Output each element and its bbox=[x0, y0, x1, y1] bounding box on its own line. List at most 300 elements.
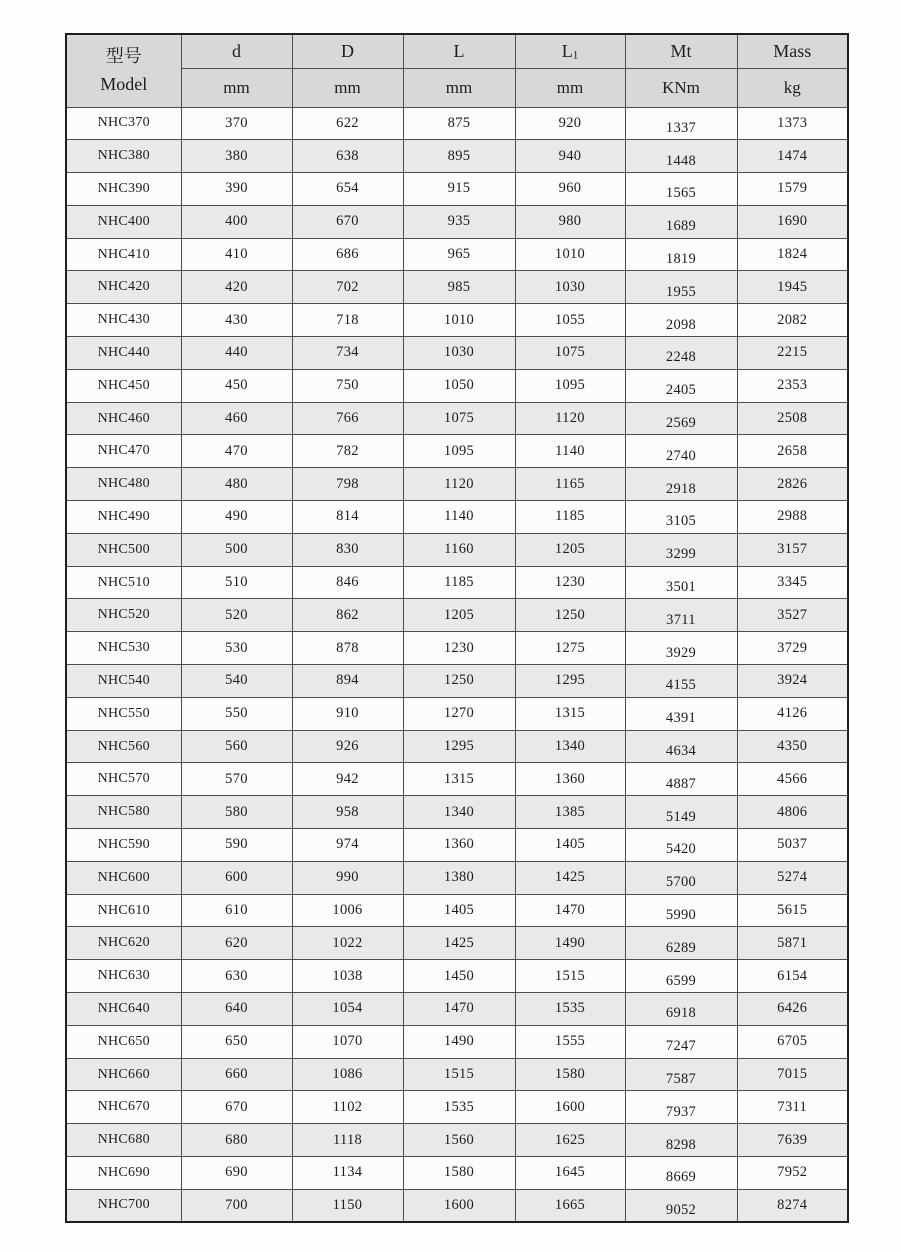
d-cap-cell: 750 bbox=[292, 369, 403, 402]
l-cell: 1380 bbox=[403, 861, 515, 894]
d-cell: 460 bbox=[181, 402, 292, 435]
d-cap-cell: 894 bbox=[292, 665, 403, 698]
l1-cell: 1165 bbox=[515, 468, 625, 501]
mass-cell: 3924 bbox=[737, 665, 848, 698]
mt-cell bbox=[625, 107, 737, 140]
table-row bbox=[66, 993, 848, 1026]
d-cell: 590 bbox=[181, 829, 292, 862]
mt-value: 2569 bbox=[665, 415, 697, 432]
mt-cell bbox=[625, 1124, 737, 1157]
d-cell: 680 bbox=[181, 1124, 292, 1157]
column-header-l: L bbox=[403, 34, 515, 68]
model-cell: NHC430 bbox=[66, 304, 181, 337]
mt-cell bbox=[625, 468, 737, 501]
l1-cell: 1205 bbox=[515, 533, 625, 566]
d-cap-cell: 622 bbox=[292, 107, 403, 140]
model-cell: NHC530 bbox=[66, 632, 181, 665]
d-cap-cell: 654 bbox=[292, 173, 403, 206]
table-row bbox=[66, 1025, 848, 1058]
l1-cell: 1385 bbox=[515, 796, 625, 829]
d-cell: 500 bbox=[181, 533, 292, 566]
mt-cell bbox=[625, 599, 737, 632]
table-row bbox=[66, 796, 848, 829]
l1-cell: 920 bbox=[515, 107, 625, 140]
table-row bbox=[66, 730, 848, 763]
mass-cell: 5615 bbox=[737, 894, 848, 927]
table-row bbox=[66, 1157, 848, 1190]
d-cap-cell: 1134 bbox=[292, 1157, 403, 1190]
mass-cell: 6154 bbox=[737, 960, 848, 993]
l-cell: 1270 bbox=[403, 697, 515, 730]
d-cell: 530 bbox=[181, 632, 292, 665]
model-cell: NHC400 bbox=[66, 205, 181, 238]
d-cap-cell: 782 bbox=[292, 435, 403, 468]
table-row bbox=[66, 632, 848, 665]
l1-cell: 1230 bbox=[515, 566, 625, 599]
d-cell: 700 bbox=[181, 1189, 292, 1222]
d-cell: 630 bbox=[181, 960, 292, 993]
mt-cell bbox=[625, 173, 737, 206]
model-cell: NHC660 bbox=[66, 1058, 181, 1091]
mt-value: 2248 bbox=[665, 349, 697, 366]
l-cell: 1450 bbox=[403, 960, 515, 993]
mass-cell: 2215 bbox=[737, 337, 848, 370]
mass-cell: 1690 bbox=[737, 205, 848, 238]
table-row bbox=[66, 205, 848, 238]
l1-cell: 960 bbox=[515, 173, 625, 206]
mass-cell: 3345 bbox=[737, 566, 848, 599]
mt-value: 3299 bbox=[665, 546, 697, 563]
l-cell: 1470 bbox=[403, 993, 515, 1026]
mt-value: 6599 bbox=[665, 972, 697, 989]
l-cell: 935 bbox=[403, 205, 515, 238]
table-row bbox=[66, 894, 848, 927]
l1-cell: 1405 bbox=[515, 829, 625, 862]
model-cell: NHC470 bbox=[66, 435, 181, 468]
mt-value: 1337 bbox=[665, 119, 697, 136]
d-cell: 540 bbox=[181, 665, 292, 698]
d-cap-cell: 1102 bbox=[292, 1091, 403, 1124]
l-cell: 1405 bbox=[403, 894, 515, 927]
mt-value: 5990 bbox=[665, 907, 697, 924]
d-cap-cell: 846 bbox=[292, 566, 403, 599]
mt-cell bbox=[625, 238, 737, 271]
mt-value: 5420 bbox=[665, 841, 697, 858]
l1-cell: 1075 bbox=[515, 337, 625, 370]
model-cell: NHC420 bbox=[66, 271, 181, 304]
table-header bbox=[66, 34, 848, 107]
unit-header-d: mm bbox=[181, 68, 292, 107]
d-cap-cell: 1086 bbox=[292, 1058, 403, 1091]
model-cell: NHC700 bbox=[66, 1189, 181, 1222]
d-cap-cell: 958 bbox=[292, 796, 403, 829]
d-cap-cell: 1118 bbox=[292, 1124, 403, 1157]
d-cell: 600 bbox=[181, 861, 292, 894]
table-row bbox=[66, 304, 848, 337]
d-cell: 470 bbox=[181, 435, 292, 468]
l1-cell: 1645 bbox=[515, 1157, 625, 1190]
mt-value: 4887 bbox=[665, 775, 697, 792]
mt-value: 1689 bbox=[665, 218, 697, 235]
model-cell: NHC370 bbox=[66, 107, 181, 140]
mt-cell bbox=[625, 1058, 737, 1091]
spec-table bbox=[65, 33, 849, 1223]
l1-cell: 1275 bbox=[515, 632, 625, 665]
mt-value: 7587 bbox=[665, 1071, 697, 1087]
d-cell: 430 bbox=[181, 304, 292, 337]
d-cell: 690 bbox=[181, 1157, 292, 1190]
mt-value: 2405 bbox=[665, 382, 697, 399]
mt-cell bbox=[625, 435, 737, 468]
l1-cell: 1580 bbox=[515, 1058, 625, 1091]
unit-header-l1: mm bbox=[515, 68, 625, 107]
mass-cell: 2353 bbox=[737, 369, 848, 402]
d-cap-cell: 1070 bbox=[292, 1025, 403, 1058]
mt-value: 7247 bbox=[665, 1038, 697, 1055]
mass-cell: 1373 bbox=[737, 107, 848, 140]
unit-header-l: mm bbox=[403, 68, 515, 107]
table-row bbox=[66, 402, 848, 435]
model-cell: NHC650 bbox=[66, 1025, 181, 1058]
header-unit-row bbox=[66, 68, 848, 107]
column-header-d: d bbox=[181, 34, 292, 68]
header-name-row bbox=[66, 34, 848, 68]
mt-value: 5700 bbox=[665, 874, 697, 891]
mass-cell: 2658 bbox=[737, 435, 848, 468]
l1-cell: 940 bbox=[515, 140, 625, 173]
mt-value: 5149 bbox=[665, 808, 697, 825]
table-row bbox=[66, 960, 848, 993]
d-cell: 370 bbox=[181, 107, 292, 140]
d-cell: 510 bbox=[181, 566, 292, 599]
model-cell: NHC520 bbox=[66, 599, 181, 632]
mass-cell: 1945 bbox=[737, 271, 848, 304]
model-cell: NHC630 bbox=[66, 960, 181, 993]
d-cell: 380 bbox=[181, 140, 292, 173]
table-row bbox=[66, 337, 848, 370]
table-row bbox=[66, 1189, 848, 1222]
table-row bbox=[66, 829, 848, 862]
mt-cell bbox=[625, 861, 737, 894]
l-cell: 915 bbox=[403, 173, 515, 206]
model-cell: NHC600 bbox=[66, 861, 181, 894]
table-row bbox=[66, 1091, 848, 1124]
model-cell: NHC390 bbox=[66, 173, 181, 206]
mt-value: 4391 bbox=[665, 710, 697, 727]
l1-cell: 1250 bbox=[515, 599, 625, 632]
model-cell: NHC460 bbox=[66, 402, 181, 435]
d-cell: 440 bbox=[181, 337, 292, 370]
mt-value: 4155 bbox=[665, 677, 697, 694]
l1-cell: 1360 bbox=[515, 763, 625, 796]
mt-cell bbox=[625, 1189, 737, 1222]
unit-header-mass: kg bbox=[737, 68, 848, 107]
mt-cell bbox=[625, 763, 737, 796]
l-cell: 1075 bbox=[403, 402, 515, 435]
l1-cell: 1055 bbox=[515, 304, 625, 337]
l1-cell: 1600 bbox=[515, 1091, 625, 1124]
unit-header-d-cap: mm bbox=[292, 68, 403, 107]
mass-cell: 4566 bbox=[737, 763, 848, 796]
mt-value: 2098 bbox=[665, 316, 697, 333]
mass-cell: 4350 bbox=[737, 730, 848, 763]
model-cell: NHC480 bbox=[66, 468, 181, 501]
l1-cell: 1140 bbox=[515, 435, 625, 468]
mt-value: 9052 bbox=[665, 1201, 697, 1218]
table-row bbox=[66, 173, 848, 206]
d-cap-cell: 878 bbox=[292, 632, 403, 665]
d-cell: 410 bbox=[181, 238, 292, 271]
model-cell: NHC500 bbox=[66, 533, 181, 566]
table-row bbox=[66, 435, 848, 468]
l1-cell: 1470 bbox=[515, 894, 625, 927]
d-cap-cell: 686 bbox=[292, 238, 403, 271]
mt-value: 4634 bbox=[665, 743, 697, 760]
mt-value: 1819 bbox=[665, 251, 697, 268]
model-cell: NHC640 bbox=[66, 993, 181, 1026]
d-cell: 560 bbox=[181, 730, 292, 763]
l-cell: 1340 bbox=[403, 796, 515, 829]
d-cell: 640 bbox=[181, 993, 292, 1026]
l-cell: 1185 bbox=[403, 566, 515, 599]
mass-cell: 3157 bbox=[737, 533, 848, 566]
l-cell: 1295 bbox=[403, 730, 515, 763]
mass-cell: 7311 bbox=[737, 1091, 848, 1124]
l-cell: 1120 bbox=[403, 468, 515, 501]
table-row bbox=[66, 763, 848, 796]
d-cap-cell: 718 bbox=[292, 304, 403, 337]
d-cap-cell: 830 bbox=[292, 533, 403, 566]
mass-cell: 3527 bbox=[737, 599, 848, 632]
mass-cell: 5037 bbox=[737, 829, 848, 862]
l-cell: 965 bbox=[403, 238, 515, 271]
model-cell: NHC620 bbox=[66, 927, 181, 960]
d-cap-cell: 862 bbox=[292, 599, 403, 632]
l-cell: 1515 bbox=[403, 1058, 515, 1091]
d-cell: 490 bbox=[181, 501, 292, 534]
mass-cell: 6426 bbox=[737, 993, 848, 1026]
l1-cell: 1425 bbox=[515, 861, 625, 894]
l1-cell: 1625 bbox=[515, 1124, 625, 1157]
l-cell: 1315 bbox=[403, 763, 515, 796]
d-cap-cell: 766 bbox=[292, 402, 403, 435]
d-cell: 420 bbox=[181, 271, 292, 304]
model-header-en: Model bbox=[100, 73, 148, 94]
table-body bbox=[66, 107, 848, 1222]
mass-cell: 6705 bbox=[737, 1025, 848, 1058]
mt-cell bbox=[625, 140, 737, 173]
mt-cell bbox=[625, 1025, 737, 1058]
model-cell: NHC410 bbox=[66, 238, 181, 271]
l-cell: 1140 bbox=[403, 501, 515, 534]
model-cell: NHC560 bbox=[66, 730, 181, 763]
mass-cell: 7015 bbox=[737, 1058, 848, 1091]
d-cell: 580 bbox=[181, 796, 292, 829]
mt-cell bbox=[625, 829, 737, 862]
mt-value: 3929 bbox=[665, 644, 697, 661]
model-cell: NHC610 bbox=[66, 894, 181, 927]
l-cell: 1160 bbox=[403, 533, 515, 566]
mt-value: 6918 bbox=[665, 1005, 697, 1022]
table-row bbox=[66, 665, 848, 698]
mass-cell: 3729 bbox=[737, 632, 848, 665]
mt-cell bbox=[625, 402, 737, 435]
mt-cell bbox=[625, 665, 737, 698]
l1-cell: 1120 bbox=[515, 402, 625, 435]
l-cell: 875 bbox=[403, 107, 515, 140]
mt-cell bbox=[625, 1157, 737, 1190]
mt-value: 8669 bbox=[665, 1169, 697, 1186]
mt-cell bbox=[625, 566, 737, 599]
model-cell: NHC510 bbox=[66, 566, 181, 599]
l-cell: 1250 bbox=[403, 665, 515, 698]
mass-cell: 2082 bbox=[737, 304, 848, 337]
l-cell: 895 bbox=[403, 140, 515, 173]
d-cap-cell: 702 bbox=[292, 271, 403, 304]
mt-value: 6289 bbox=[665, 939, 697, 956]
l-cell: 1535 bbox=[403, 1091, 515, 1124]
column-header-mt: Mt bbox=[625, 34, 737, 68]
mt-cell bbox=[625, 533, 737, 566]
model-cell: NHC690 bbox=[66, 1157, 181, 1190]
model-cell: NHC380 bbox=[66, 140, 181, 173]
l1-cell: 1535 bbox=[515, 993, 625, 1026]
mass-cell: 4806 bbox=[737, 796, 848, 829]
l1-cell: 1295 bbox=[515, 665, 625, 698]
d-cap-cell: 910 bbox=[292, 697, 403, 730]
model-cell: NHC440 bbox=[66, 337, 181, 370]
d-cap-cell: 798 bbox=[292, 468, 403, 501]
model-header-zh: 型号 bbox=[105, 45, 142, 66]
mass-cell: 7639 bbox=[737, 1124, 848, 1157]
model-cell: NHC450 bbox=[66, 369, 181, 402]
mass-cell: 7952 bbox=[737, 1157, 848, 1190]
table-row bbox=[66, 927, 848, 960]
column-header-l1: L1 bbox=[515, 34, 625, 68]
table-row bbox=[66, 369, 848, 402]
table-row bbox=[66, 566, 848, 599]
l1-cell: 1665 bbox=[515, 1189, 625, 1222]
d-cell: 650 bbox=[181, 1025, 292, 1058]
table-row bbox=[66, 140, 848, 173]
d-cell: 450 bbox=[181, 369, 292, 402]
d-cell: 550 bbox=[181, 697, 292, 730]
mt-cell bbox=[625, 205, 737, 238]
model-cell: NHC540 bbox=[66, 665, 181, 698]
table-row bbox=[66, 1058, 848, 1091]
model-cell: NHC670 bbox=[66, 1091, 181, 1124]
mass-cell: 2508 bbox=[737, 402, 848, 435]
model-cell: NHC550 bbox=[66, 697, 181, 730]
table-row bbox=[66, 107, 848, 140]
l1-cell: 1030 bbox=[515, 271, 625, 304]
mt-value: 1565 bbox=[665, 185, 697, 202]
l-cell: 1580 bbox=[403, 1157, 515, 1190]
table-row bbox=[66, 1124, 848, 1157]
mt-cell bbox=[625, 632, 737, 665]
d-cap-cell: 670 bbox=[292, 205, 403, 238]
l1-cell: 1095 bbox=[515, 369, 625, 402]
mt-cell bbox=[625, 697, 737, 730]
l-cell: 1205 bbox=[403, 599, 515, 632]
l1-cell: 980 bbox=[515, 205, 625, 238]
mass-cell: 1579 bbox=[737, 173, 848, 206]
d-cell: 570 bbox=[181, 763, 292, 796]
d-cap-cell: 974 bbox=[292, 829, 403, 862]
d-cell: 480 bbox=[181, 468, 292, 501]
l-cell: 1230 bbox=[403, 632, 515, 665]
l1-cell: 1315 bbox=[515, 697, 625, 730]
l-cell: 1030 bbox=[403, 337, 515, 370]
d-cap-cell: 638 bbox=[292, 140, 403, 173]
table-row bbox=[66, 238, 848, 271]
l1-cell: 1010 bbox=[515, 238, 625, 271]
mt-cell bbox=[625, 960, 737, 993]
l1-cell: 1515 bbox=[515, 960, 625, 993]
mass-cell: 1824 bbox=[737, 238, 848, 271]
column-header-mass: Mass bbox=[737, 34, 848, 68]
mt-value: 2918 bbox=[665, 480, 697, 497]
mt-value: 3105 bbox=[665, 513, 697, 530]
mt-cell bbox=[625, 796, 737, 829]
model-cell: NHC680 bbox=[66, 1124, 181, 1157]
l-cell: 1600 bbox=[403, 1189, 515, 1222]
column-header-d-cap: D bbox=[292, 34, 403, 68]
d-cell: 400 bbox=[181, 205, 292, 238]
d-cap-cell: 734 bbox=[292, 337, 403, 370]
mass-cell: 4126 bbox=[737, 697, 848, 730]
mt-cell bbox=[625, 927, 737, 960]
mt-value: 3501 bbox=[665, 579, 697, 596]
d-cap-cell: 1022 bbox=[292, 927, 403, 960]
mt-cell bbox=[625, 730, 737, 763]
mass-cell: 1474 bbox=[737, 140, 848, 173]
l1-cell: 1340 bbox=[515, 730, 625, 763]
table-row bbox=[66, 697, 848, 730]
d-cap-cell: 942 bbox=[292, 763, 403, 796]
d-cell: 620 bbox=[181, 927, 292, 960]
l-cell: 1360 bbox=[403, 829, 515, 862]
column-header-model bbox=[66, 34, 181, 107]
mt-cell bbox=[625, 894, 737, 927]
d-cell: 390 bbox=[181, 173, 292, 206]
d-cap-cell: 1006 bbox=[292, 894, 403, 927]
l-cell: 985 bbox=[403, 271, 515, 304]
mt-value: 1955 bbox=[665, 283, 697, 300]
mass-cell: 8274 bbox=[737, 1189, 848, 1222]
model-cell: NHC580 bbox=[66, 796, 181, 829]
l-cell: 1560 bbox=[403, 1124, 515, 1157]
d-cell: 660 bbox=[181, 1058, 292, 1091]
mt-cell bbox=[625, 369, 737, 402]
mt-value: 3711 bbox=[666, 611, 696, 628]
mass-cell: 5871 bbox=[737, 927, 848, 960]
table-row bbox=[66, 533, 848, 566]
model-cell: NHC570 bbox=[66, 763, 181, 796]
l1-cell: 1185 bbox=[515, 501, 625, 534]
l1-cell: 1490 bbox=[515, 927, 625, 960]
d-cell: 520 bbox=[181, 599, 292, 632]
table-row bbox=[66, 501, 848, 534]
d-cap-cell: 1150 bbox=[292, 1189, 403, 1222]
table-row bbox=[66, 599, 848, 632]
l-cell: 1425 bbox=[403, 927, 515, 960]
model-cell: NHC590 bbox=[66, 829, 181, 862]
l-cell: 1010 bbox=[403, 304, 515, 337]
d-cap-cell: 1038 bbox=[292, 960, 403, 993]
mass-cell: 2988 bbox=[737, 501, 848, 534]
d-cap-cell: 1054 bbox=[292, 993, 403, 1026]
